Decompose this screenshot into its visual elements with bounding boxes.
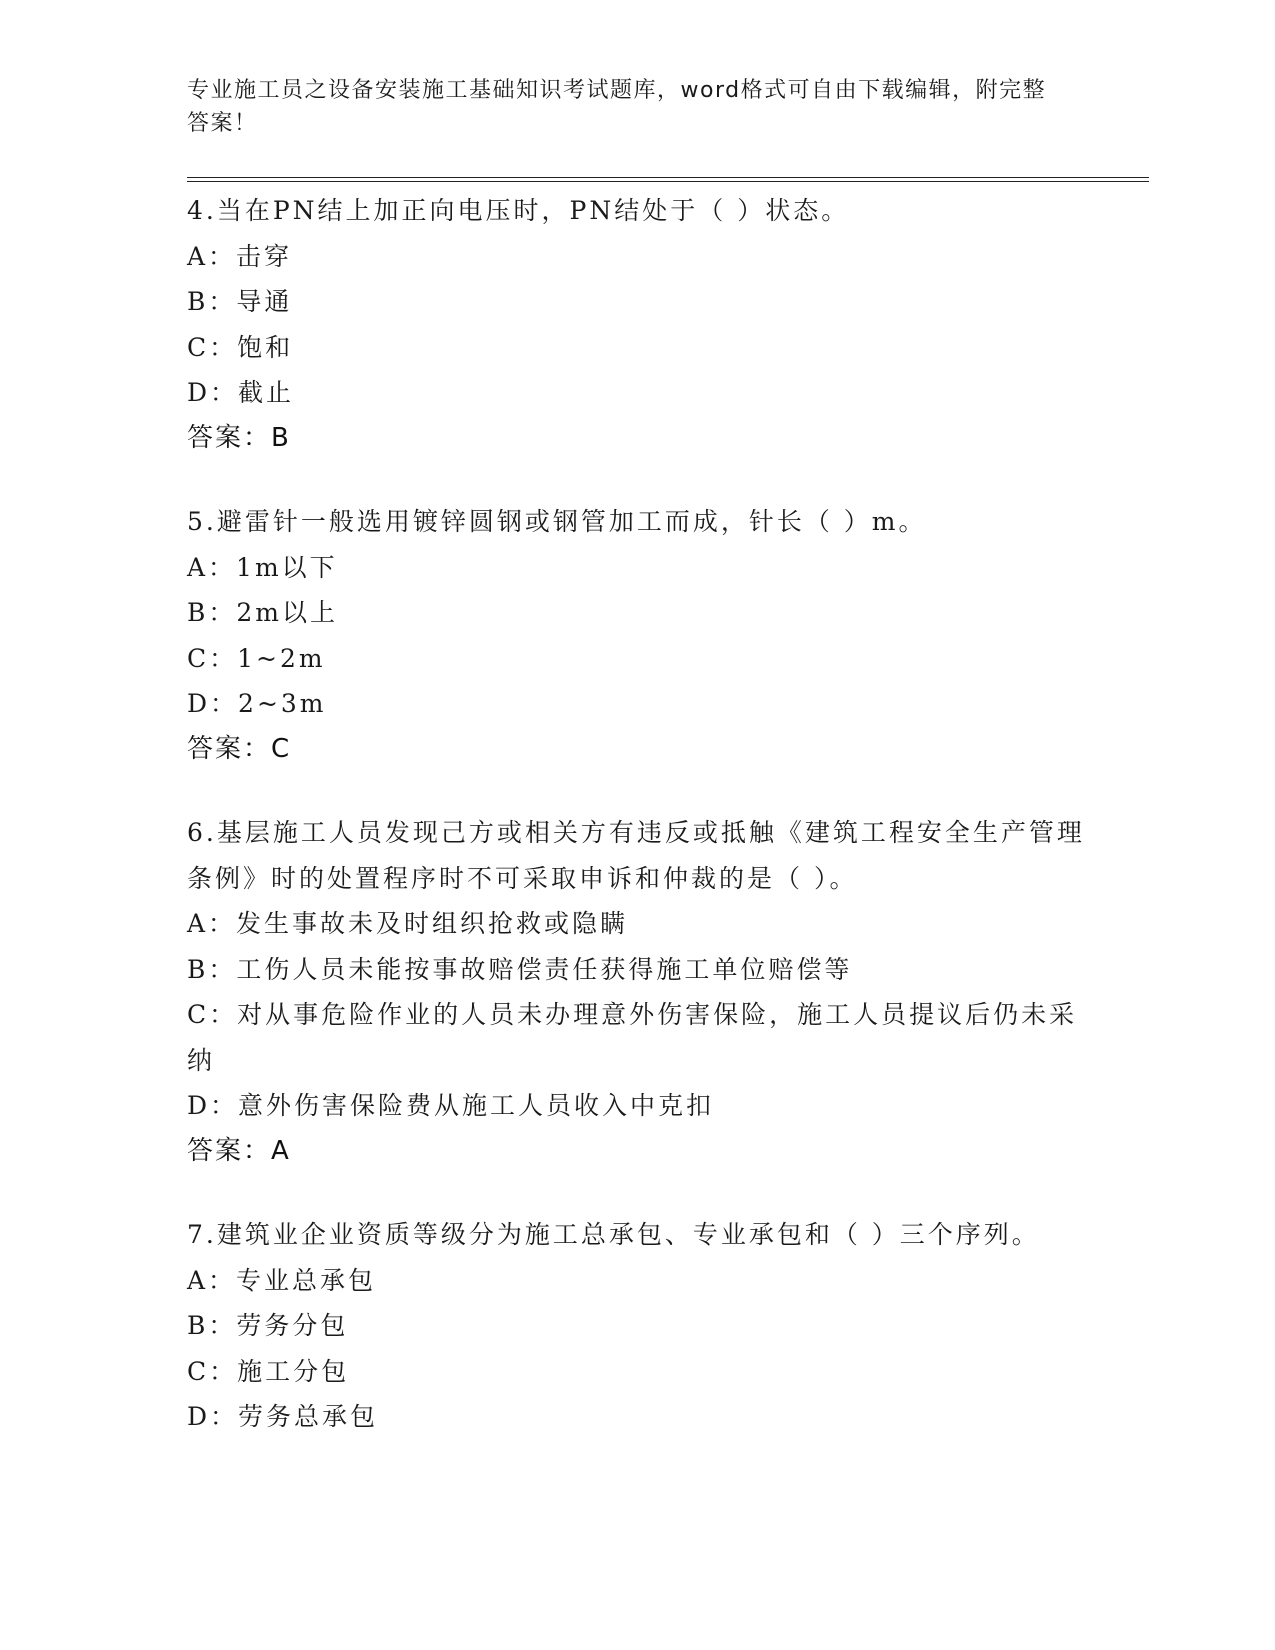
- answer-line: 答案：C: [187, 733, 292, 764]
- question-item: [187, 1212, 1087, 1440]
- option-d: D：意外伤害保险费从施工人员收入中克扣: [187, 1091, 715, 1120]
- question-stem: 7.建筑业企业资质等级分为施工总承包、专业承包和（ ）三个序列。: [187, 1220, 1040, 1249]
- question-stem: 5.避雷针一般选用镀锌圆钢或钢管加工而成，针长（ ）m。: [187, 507, 927, 536]
- header-divider: [187, 177, 1149, 182]
- option-c: C：施工分包: [187, 1356, 350, 1386]
- question-item: [187, 188, 1087, 461]
- option-c: C：1~2m: [187, 643, 326, 673]
- option-c: C：饱和: [187, 332, 294, 362]
- option-d: D：劳务总承包: [187, 1402, 379, 1431]
- option-b: B：工伤人员未能按事故赔偿责任获得施工单位赔偿等: [187, 954, 853, 984]
- answer-line: 答案：B: [187, 422, 291, 453]
- option-a: A：专业总承包: [187, 1265, 377, 1295]
- question-item: [187, 499, 1087, 772]
- option-a: A：击穿: [187, 241, 293, 271]
- option-c: C：对从事危险作业的人员未办理意外伤害保险，施工人员提议后仍未采纳: [187, 1000, 1078, 1075]
- question-stem: 6.基层施工人员发现己方或相关方有违反或抵触《建筑工程安全生产管理条例》时的处置程序时不可采取申诉和仲裁的是（ ）。: [187, 818, 1085, 893]
- option-b: B：2m以上: [187, 598, 338, 627]
- question-stem: 4.当在PN结上加正向电压时，PN结处于（ ）状态。: [187, 196, 850, 225]
- answer-line: 答案：A: [187, 1135, 291, 1166]
- option-a: A：1m以下: [187, 552, 338, 582]
- option-b: B：劳务分包: [187, 1311, 349, 1340]
- option-a: A：发生事故未及时组织抢救或隐瞒: [187, 909, 629, 938]
- option-b: B：导通: [187, 287, 293, 316]
- question-item: [187, 810, 1087, 1174]
- option-d: D：2~3m: [187, 689, 327, 718]
- question-list: [187, 188, 1087, 1478]
- document-header: 专业施工员之设备安装施工基础知识考试题库，word格式可自由下载编辑，附完整答案！: [187, 78, 1047, 136]
- option-d: D：截止: [187, 378, 295, 407]
